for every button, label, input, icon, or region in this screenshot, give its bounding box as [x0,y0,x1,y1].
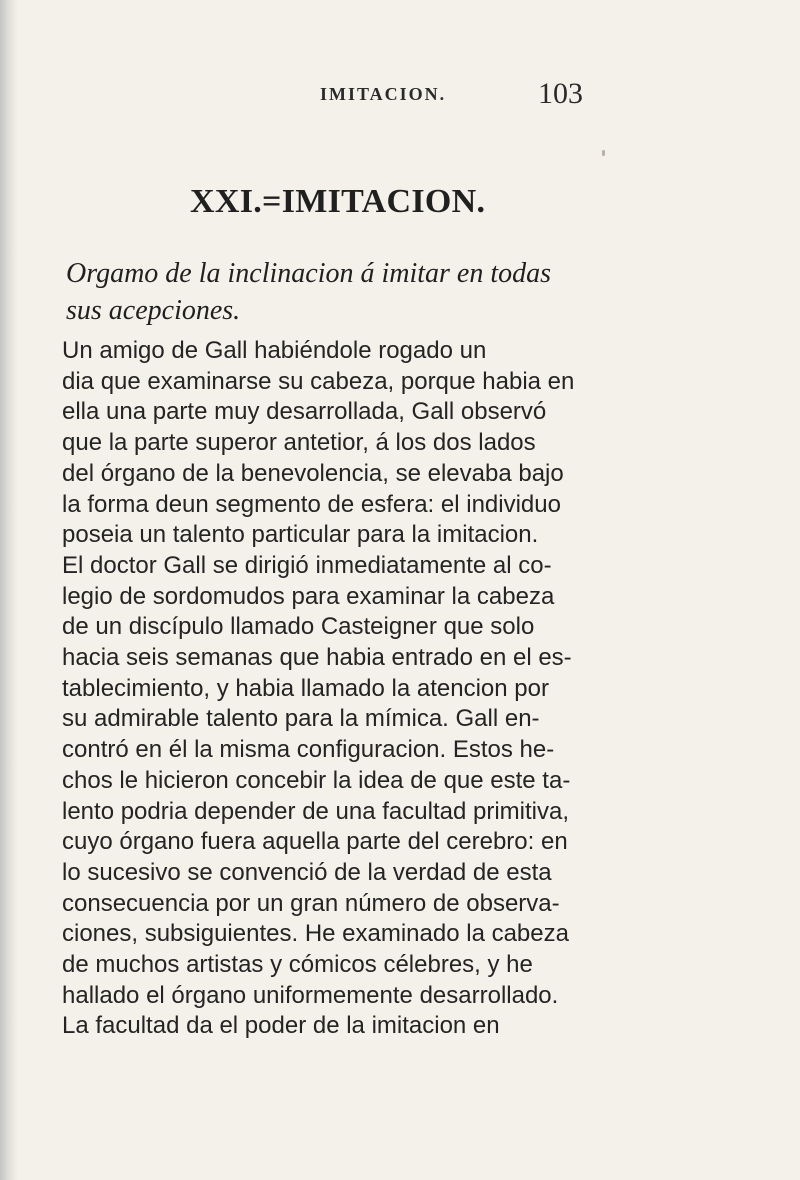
body-line: La facultad da el poder de la imitacion en [62,1012,500,1040]
body-line: dia que examinarse su cabeza, porque habia en [62,367,575,395]
body-line: lento podria depender de una facultad primitiva, [62,797,569,825]
body-line: lo sucesivo se convenció de la verdad de esta [62,858,552,886]
chapter-subtitle [66,255,678,329]
subtitle-line: sus acepciones. [66,295,241,326]
body-line: de muchos artistas y cómicos célebres, y he [62,951,533,979]
subtitle-line: Orgamo de la inclinacion á imitar en todas [66,258,552,289]
body-line: chos le hicieron concebir la idea de que este ta- [62,766,571,794]
body-line: la forma deun segmento de esfera: el individuo [62,490,561,518]
body-line: Un amigo de Gall habiéndole rogado un [62,337,487,364]
page-header [0,0,800,140]
paper-speck [602,150,605,156]
body-line: del órgano de la benevolencia, se elevaba bajo [62,459,564,487]
body-line: El doctor Gall se dirigió inmediatamente al co- [62,551,552,579]
page-gutter-shadow [0,0,18,1180]
body-line: de un discípulo llamado Casteigner que solo [62,613,535,641]
body-line: hallado el órgano uniformemente desarrollado. [62,981,559,1009]
body-line: contró en él la misma configuracion. Estos he- [62,736,555,764]
running-head: IMITACION. [320,84,447,104]
body-line: ella una parte muy desarrollada, Gall observó [62,398,547,426]
body-line: ciones, subsiguientes. He examinado la cabeza [62,920,569,948]
body-line: consecuencia por un gran número de observa- [62,889,560,917]
body-line: legio de sordomudos para examinar la cabeza [62,582,555,610]
body-line: poseia un talento particular para la imitacion. [62,521,539,549]
body-line: cuyo órgano fuera aquella parte del cerebro: en [62,828,568,856]
chapter-title: XXI.=IMITACION. [190,183,486,220]
body-paragraph [62,336,682,1042]
body-line: hacia seis semanas que habia entrado en el es- [62,644,572,672]
page-number: 103 [538,77,583,110]
body-line: su admirable talento para la mímica. Gall en- [62,705,540,733]
body-line: que la parte superor antetior, á los dos lados [62,429,536,457]
body-line: tablecimiento, y habia llamado la atencion por [62,674,549,702]
